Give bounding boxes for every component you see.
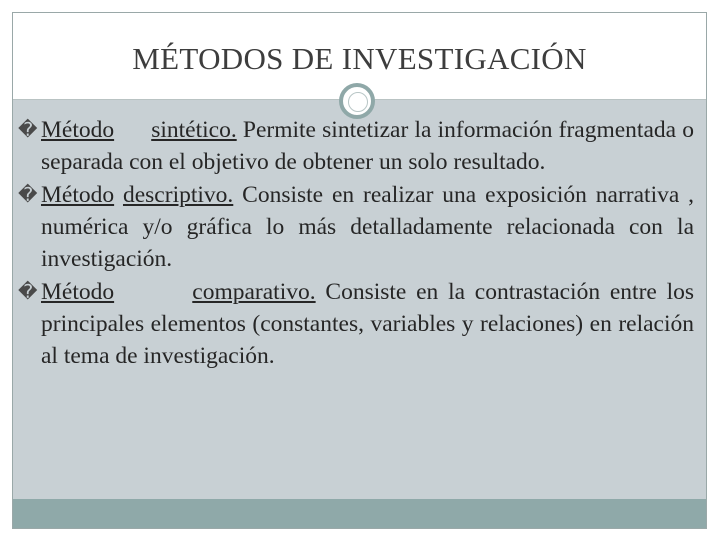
bullet-term: comparativo. bbox=[192, 279, 316, 305]
bullet-text: Consiste en la contrastación entre los principales elementos (constantes, variables y relaciones) en relación al tema de investigación. bbox=[41, 279, 695, 369]
bullet-text: Consiste en realizar una exposición narrativa , numérica y/o gráfica lo más detalladamente relacionada con la investigación. bbox=[41, 182, 695, 272]
bullet-label: Método bbox=[41, 279, 115, 305]
bullet-list bbox=[18, 114, 694, 373]
bullet-icon: � bbox=[18, 119, 38, 141]
bullet-item-sintetico bbox=[18, 114, 694, 178]
bullet-icon: � bbox=[18, 281, 38, 303]
bullet-text: Permite sintetizar la información fragmentada o separada con el objetivo de obtener un solo resultado. bbox=[41, 117, 695, 175]
slide-title: MÉTODOS DE INVESTIGACIÓN bbox=[132, 41, 587, 76]
bullet-label: Método bbox=[41, 182, 115, 208]
bullet-item-comparativo bbox=[18, 276, 694, 372]
bullet-label: Método bbox=[41, 117, 115, 143]
bullet-item-descriptivo bbox=[18, 179, 694, 275]
footer-bar bbox=[13, 499, 706, 528]
bullet-icon: � bbox=[18, 184, 38, 206]
bullet-term: descriptivo. bbox=[122, 182, 234, 208]
bullet-term: sintético. bbox=[151, 117, 237, 143]
